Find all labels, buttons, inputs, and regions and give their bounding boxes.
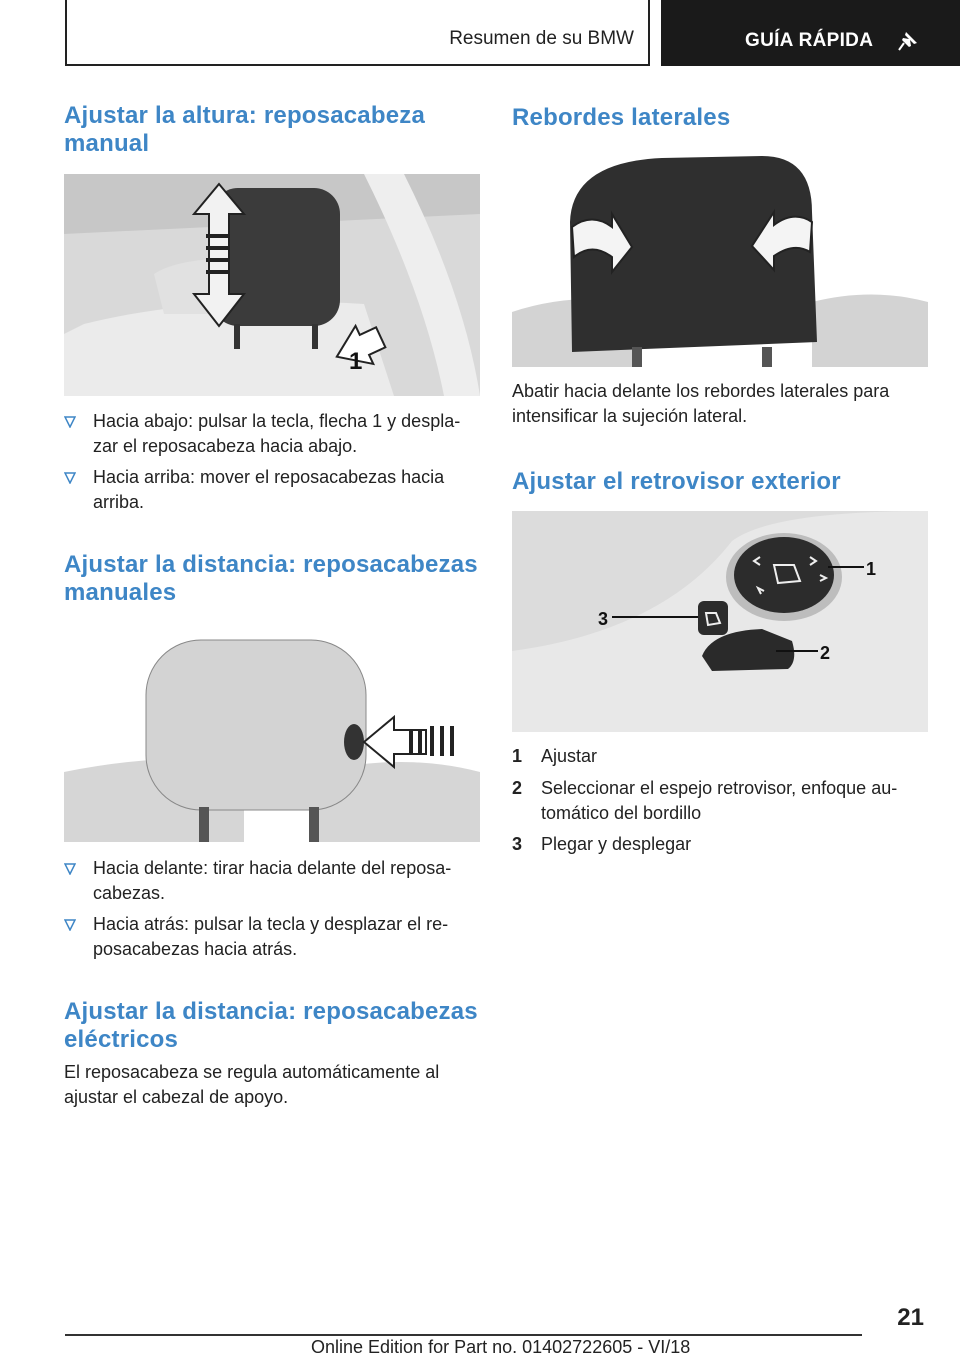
header-section-title: Resumen de su BMW — [449, 28, 634, 49]
figure-headrest-distance — [64, 622, 480, 842]
figure-label-2: 2 — [820, 643, 831, 663]
header-rule-left — [65, 0, 67, 66]
figure-label-3: 3 — [598, 609, 609, 629]
bullet-item: Hacia delante: tirar hacia delante del reposa-cabezas. — [64, 856, 482, 906]
heading-height-manual: Ajustar la altura: reposacabeza manual — [64, 102, 426, 157]
footer-rule — [65, 1334, 862, 1336]
paragraph-electric: El reposacabeza se regula automáticamente al ajustar el cabezal de apoyo. — [64, 1062, 440, 1107]
figure-mirror-controls — [512, 511, 928, 732]
heading-exterior-mirror: Ajustar el retrovisor exterior — [512, 468, 841, 495]
header-rule-right — [648, 0, 650, 66]
triangle-bullet-icon — [64, 919, 76, 931]
figure-headrest-height — [64, 174, 480, 396]
figure-side-bolsters — [512, 152, 928, 367]
figure-label-1: 1 — [349, 348, 363, 375]
header-tab-label: GUÍA RÁPIDA — [745, 30, 874, 51]
figure-label-1: 1 — [866, 559, 877, 579]
bullet-item: Hacia atrás: pulsar la tecla y desplazar el re-posacabezas hacia atrás. — [64, 912, 482, 962]
heading-side-bolsters: Rebordes laterales — [512, 104, 731, 131]
numbered-item: 3 Plegar y desplegar — [512, 834, 692, 854]
page-number: 21 — [897, 1304, 924, 1331]
header-rule-bottom — [65, 64, 650, 66]
heading-distance-electric: Ajustar la distancia: reposacabezas eléctricos — [64, 998, 478, 1053]
numbered-item: 2 Seleccionar el espejo retrovisor, enfoque au-tomático del bordillo — [512, 778, 898, 823]
triangle-bullet-icon — [64, 472, 76, 484]
bullet-item: Hacia abajo: pulsar la tecla, flecha 1 y despla-zar el reposacabeza hacia abajo. — [64, 409, 482, 459]
triangle-bullet-icon — [64, 863, 76, 875]
header-tab-quick-guide[interactable] — [661, 0, 960, 66]
pin-icon — [897, 30, 919, 52]
footer-edition: Online Edition for Part no. 01402722605 - VI/18 — [311, 1337, 691, 1357]
triangle-bullet-icon — [64, 416, 76, 428]
bullet-item: Hacia arriba: mover el reposacabezas hacia arriba. — [64, 465, 482, 515]
heading-distance-manual: Ajustar la distancia: reposacabezas manuales — [64, 551, 478, 606]
numbered-item: 1 Ajustar — [512, 746, 598, 766]
page-header — [0, 0, 960, 66]
paragraph-side-bolsters: Abatir hacia delante los rebordes laterales para intensificar la sujeción lateral. — [512, 381, 890, 426]
